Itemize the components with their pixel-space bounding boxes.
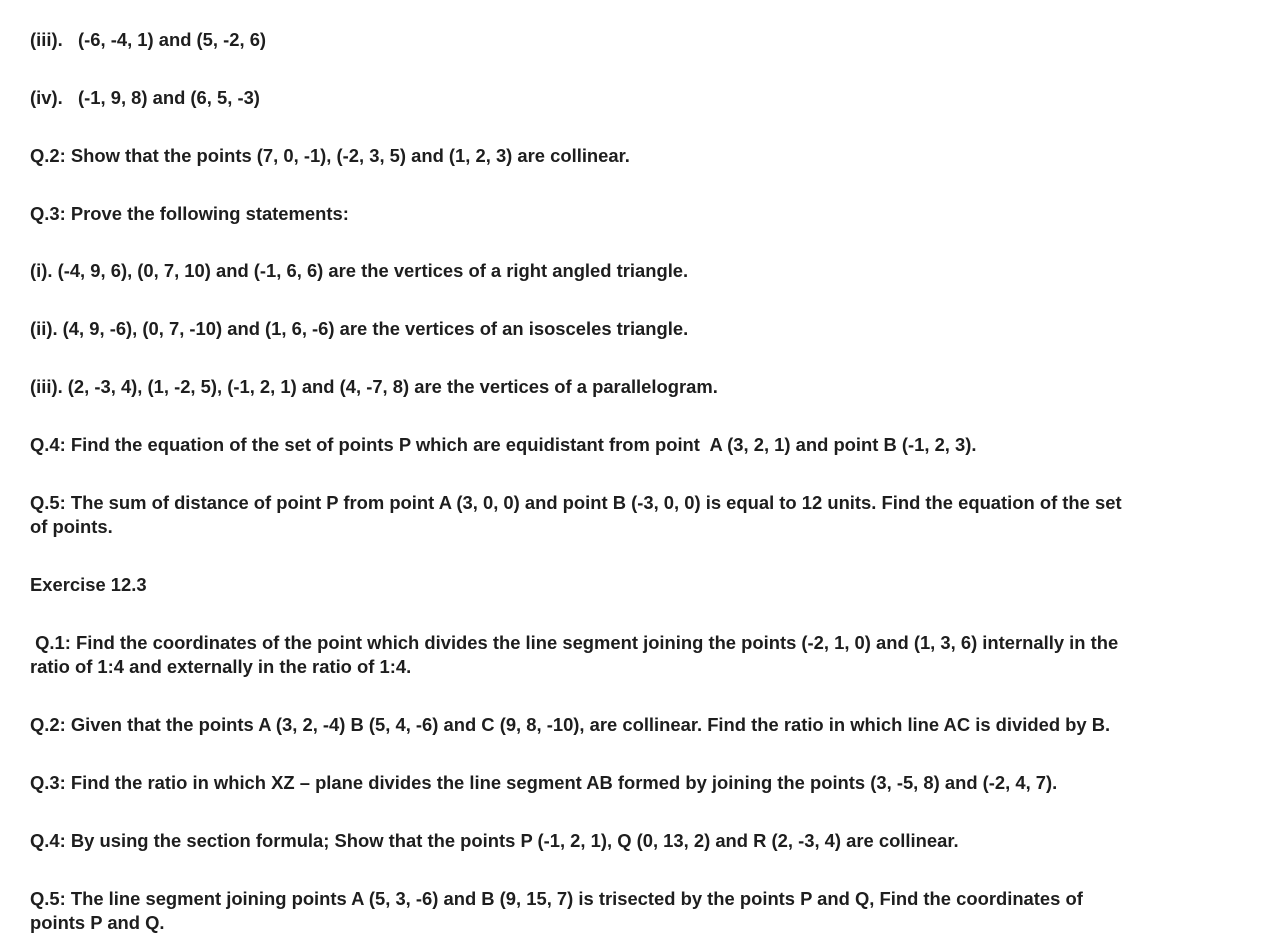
text-line: Q.3: Find the ratio in which XZ – plane divides the line segment AB formed by joining the points (3, -5, 8) and (-2, 4, 7). <box>30 772 1058 793</box>
text-line: Q.2: Given that the points A (3, 2, -4) B (5, 4, -6) and C (9, 8, -10), are collinear. Find the ratio in which line AC is divided by B. <box>30 714 1111 735</box>
question-paragraph <box>30 259 688 283</box>
text-line: Q.5: The line segment joining points A (5, 3, -6) and B (9, 15, 7) is trisected by the points P and Q, Find the coordinates of <box>30 888 1083 909</box>
question-paragraph <box>30 144 630 168</box>
text-line: Q.4: By using the section formula; Show that the points P (-1, 2, 1), Q (0, 13, 2) and R (2, -3, 4) are collinear. <box>30 830 959 851</box>
text-line: (iv). (-1, 9, 8) and (6, 5, -3) <box>30 87 260 108</box>
text-line: (iii). (-6, -4, 1) and (5, -2, 6) <box>30 29 267 50</box>
question-paragraph <box>30 86 260 110</box>
question-paragraph <box>30 491 1122 539</box>
text-line: Q.3: Prove the following statements: <box>30 203 349 224</box>
question-paragraph <box>30 433 976 457</box>
question-paragraph <box>30 375 718 399</box>
question-paragraph <box>30 771 1057 795</box>
text-line: ratio of 1:4 and externally in the ratio of 1:4. <box>30 656 412 677</box>
question-paragraph <box>30 713 1110 737</box>
text-line: Q.5: The sum of distance of point P from point A (3, 0, 0) and point B (-3, 0, 0) is equal to 12 units. Find the equation of the set <box>30 492 1122 513</box>
text-line: Exercise 12.3 <box>30 574 147 595</box>
text-line: (iii). (2, -3, 4), (1, -2, 5), (-1, 2, 1) and (4, -7, 8) are the vertices of a parallelogram. <box>30 376 718 397</box>
text-line: (i). (-4, 9, 6), (0, 7, 10) and (-1, 6, 6) are the vertices of a right angled triangle. <box>30 260 689 281</box>
text-line: of points. <box>30 516 113 537</box>
question-paragraph <box>30 887 1083 935</box>
question-paragraph <box>30 317 688 341</box>
question-paragraph <box>30 829 959 853</box>
question-paragraph <box>30 202 349 226</box>
text-line: Q.1: Find the coordinates of the point which divides the line segment joining the points (-2, 1, 0) and (1, 3, 6) internally in the <box>30 632 1119 653</box>
text-line: points P and Q. <box>30 912 165 933</box>
question-paragraph <box>30 28 266 52</box>
text-line: (ii). (4, 9, -6), (0, 7, -10) and (1, 6, -6) are the vertices of an isosceles triangle. <box>30 318 689 339</box>
question-paragraph <box>30 631 1118 679</box>
text-line: Q.2: Show that the points (7, 0, -1), (-2, 3, 5) and (1, 2, 3) are collinear. <box>30 145 630 166</box>
text-line: Q.4: Find the equation of the set of points P which are equidistant from point A (3, 2, 1) and point B (-1, 2, 3). <box>30 434 977 455</box>
section-heading <box>30 573 147 597</box>
